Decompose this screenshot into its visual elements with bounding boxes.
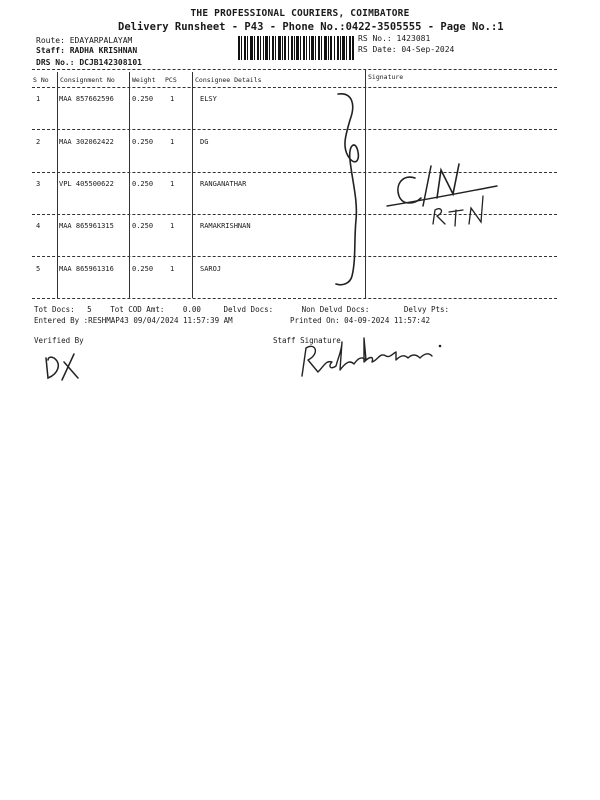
header-bottom-rule	[32, 87, 557, 88]
row-pcs: 1	[170, 138, 175, 146]
non-delvd-docs-label: Non Delvd Docs:	[301, 305, 370, 314]
totals-line	[34, 305, 449, 314]
rs-no-value: 1423081	[396, 34, 431, 43]
staff-line	[36, 46, 137, 55]
col-header-consignee: Consignee Details	[195, 76, 262, 84]
row-consignee: DG	[200, 138, 209, 146]
row-consignment: MAA 857662596	[59, 95, 114, 103]
cod-value: 0.00	[182, 305, 201, 314]
drs-line	[36, 58, 142, 67]
row-consignee: SAROJ	[200, 265, 222, 273]
row-sno: 4	[36, 222, 41, 230]
row-consignee: RAMAKRISHNAN	[200, 222, 251, 230]
col-divider	[129, 72, 130, 298]
row-weight: 0.250	[132, 138, 154, 146]
col-divider	[57, 72, 58, 298]
row-pcs: 1	[170, 222, 175, 230]
row-divider	[32, 129, 557, 130]
delvd-docs-label: Delvd Docs:	[223, 305, 274, 314]
row-pcs: 1	[170, 180, 175, 188]
runsheet-subtitle: Delivery Runsheet - P43 - Phone No.:0422-3505555 - Page No.:1	[118, 21, 504, 33]
row-divider	[32, 256, 557, 257]
tot-docs-value: 5	[87, 305, 92, 314]
row-consignment: MAA 865961315	[59, 222, 114, 230]
handwritten-cn-rtn	[385, 160, 510, 235]
drs-value: DCJB142308101	[79, 58, 142, 67]
route-line	[36, 36, 132, 45]
entered-by: Entered By :RESHMAP43 09/04/2024 11:57:39 AM	[34, 316, 233, 325]
delvy-pts-label: Delvy Pts:	[403, 305, 450, 314]
printed-on: Printed On: 04-09-2024 11:57:42	[290, 316, 430, 325]
verified-by-signature	[40, 348, 90, 384]
staff-label: Staff:	[36, 46, 65, 55]
rs-date-label: RS Date:	[358, 45, 397, 54]
row-consignment: MAA 865961316	[59, 265, 114, 273]
row-weight: 0.250	[132, 95, 154, 103]
col-header-signature: Signature	[368, 73, 404, 81]
staff-value: RADHA KRISHNAN	[69, 46, 138, 55]
handwritten-bracket	[330, 90, 370, 290]
table-top-rule	[32, 69, 557, 70]
row-pcs: 1	[170, 265, 175, 273]
row-sno: 5	[36, 265, 41, 273]
row-consignee: RANGANATHAR	[200, 180, 247, 188]
row-sno: 3	[36, 180, 41, 188]
cod-label: Tot COD Amt:	[110, 305, 165, 314]
rs-date-value: 04-Sep-2024	[401, 45, 455, 54]
route-label: Route:	[36, 36, 65, 45]
route-value: EDAYARPALAYAM	[69, 36, 133, 45]
row-consignment: MAA 302062422	[59, 138, 114, 146]
row-weight: 0.250	[132, 180, 154, 188]
col-header-pcs: PCS	[165, 76, 177, 84]
verified-by-label: Verified By	[34, 336, 84, 345]
row-weight: 0.250	[132, 265, 154, 273]
row-sno: 2	[36, 138, 41, 146]
row-sno: 1	[36, 95, 41, 103]
barcode	[238, 36, 354, 60]
table-bottom-rule	[32, 298, 557, 299]
row-consignee: ELSY	[200, 95, 217, 103]
drs-label: DRS No.:	[36, 58, 75, 67]
col-header-weight: Weight	[132, 76, 156, 84]
rs-date-line	[358, 45, 454, 54]
company-title: THE PROFESSIONAL COURIERS, COIMBATORE	[190, 8, 410, 19]
col-divider	[192, 72, 193, 298]
row-consignment: VPL 405500622	[59, 180, 114, 188]
staff-signature	[296, 332, 446, 382]
row-pcs: 1	[170, 95, 175, 103]
row-weight: 0.250	[132, 222, 154, 230]
rs-no-line	[358, 34, 430, 43]
staff-signature-label: Staff Signature	[273, 336, 341, 345]
rs-no-label: RS No.:	[358, 34, 392, 43]
tot-docs-label: Tot Docs:	[34, 305, 75, 314]
col-header-consignment: Consignment No	[60, 76, 115, 84]
col-header-sno: S No	[33, 76, 49, 84]
